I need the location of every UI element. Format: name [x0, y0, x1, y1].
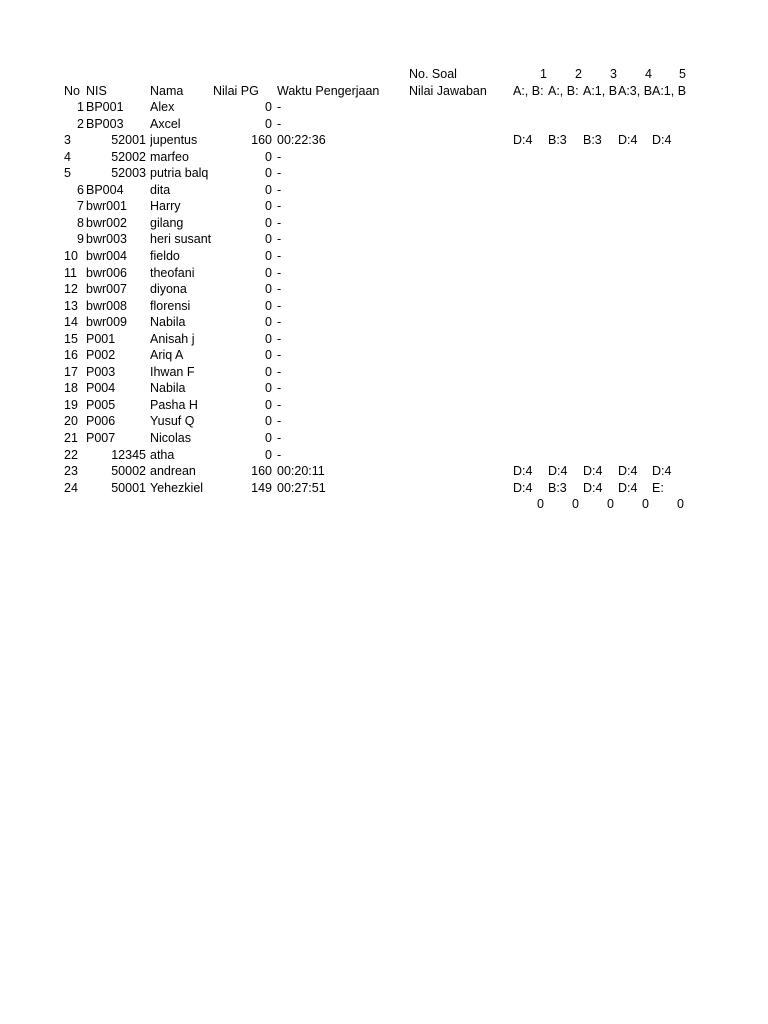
- no-soal-label: No. Soal: [409, 67, 457, 81]
- header-row-question-numbers: [0, 66, 768, 83]
- cell-no: 20: [64, 414, 78, 429]
- cell-nilai-pg: 149: [251, 480, 272, 495]
- column-header-nilai-pg: Nilai PG: [213, 83, 259, 98]
- column-header-nis: NIS: [86, 83, 107, 98]
- cell-nilai-pg: 0: [265, 232, 272, 247]
- totals-row: [0, 496, 768, 513]
- cell-nilai-pg: 0: [265, 149, 272, 164]
- cell-nis: P001: [86, 331, 116, 346]
- cell-nis: 12345: [111, 447, 146, 462]
- table-row: [0, 99, 768, 116]
- table-row: [0, 463, 768, 480]
- cell-no: 14: [64, 315, 78, 330]
- cell-answer: D:4: [583, 480, 603, 495]
- total-cell: 0: [537, 497, 544, 512]
- cell-nilai-pg: 0: [265, 182, 272, 197]
- cell-nis: bwr009: [86, 315, 127, 330]
- cell-nis: P005: [86, 397, 116, 412]
- cell-no: 23: [64, 464, 78, 479]
- table-row: [0, 331, 768, 348]
- cell-waktu: -: [277, 331, 282, 346]
- cell-no: 24: [64, 480, 78, 495]
- cell-waktu: 00:20:11: [277, 464, 325, 479]
- cell-no: 6: [77, 182, 84, 197]
- cell-no: 2: [77, 116, 84, 131]
- table-row: [0, 447, 768, 464]
- cell-nama: dita: [150, 182, 171, 197]
- cell-no: 21: [64, 431, 78, 446]
- cell-nilai-pg: 0: [265, 348, 272, 363]
- cell-waktu: -: [277, 381, 282, 396]
- table-row: [0, 314, 768, 331]
- cell-nis: P002: [86, 348, 116, 363]
- cell-nama: atha: [150, 447, 175, 462]
- cell-nama: Ihwan F: [150, 364, 195, 379]
- cell-waktu: -: [277, 149, 282, 164]
- cell-nama: Pasha H: [150, 397, 198, 412]
- cell-nilai-pg: 0: [265, 249, 272, 264]
- cell-nilai-pg: 0: [265, 199, 272, 214]
- cell-answer: D:4: [618, 480, 638, 495]
- question-number-5: 5: [679, 67, 686, 81]
- question-number-1: 1: [540, 67, 547, 81]
- table-row: [0, 480, 768, 497]
- cell-nis: bwr008: [86, 298, 127, 313]
- cell-no: 22: [64, 447, 78, 462]
- cell-nilai-pg: 0: [265, 414, 272, 429]
- cell-answer: D:4: [652, 133, 672, 148]
- cell-answer: D:4: [618, 464, 638, 479]
- table-row: [0, 413, 768, 430]
- table-row: [0, 397, 768, 414]
- total-cell: 0: [572, 497, 579, 512]
- cell-nis: bwr004: [86, 249, 127, 264]
- cell-waktu: -: [277, 215, 282, 230]
- column-header-waktu: Waktu Pengerjaan: [277, 83, 380, 98]
- total-cell: 0: [677, 497, 684, 512]
- cell-no: 10: [64, 249, 78, 264]
- cell-nama: diyona: [150, 282, 187, 297]
- cell-nama: Ariq A: [150, 348, 184, 363]
- cell-nama: fieldo: [150, 249, 180, 264]
- cell-no: 16: [64, 348, 78, 363]
- cell-waktu: -: [277, 249, 282, 264]
- cell-waktu: -: [277, 199, 282, 214]
- table-row: [0, 165, 768, 182]
- cell-answer: D:4: [618, 133, 638, 148]
- column-header-nama: Nama: [150, 83, 184, 98]
- cell-nama: theofani: [150, 265, 195, 280]
- table-row: [0, 380, 768, 397]
- cell-nama: Yehezkiel: [150, 480, 204, 495]
- table-row: [0, 248, 768, 265]
- answer-key-3: A:1, B: [583, 83, 617, 98]
- cell-nama: jupentus: [150, 133, 198, 148]
- table-row: [0, 430, 768, 447]
- nilai-jawaban-label: Nilai Jawaban: [409, 83, 487, 98]
- cell-nilai-pg: 0: [265, 116, 272, 131]
- cell-answer: D:4: [513, 464, 533, 479]
- cell-answer: D:4: [513, 133, 533, 148]
- answer-key-5: A:1, B: [652, 83, 686, 98]
- cell-nis: bwr003: [86, 232, 127, 247]
- cell-answer: E:: [652, 480, 664, 495]
- cell-nis: BP004: [86, 182, 124, 197]
- table-row: [0, 182, 768, 199]
- cell-answer: D:4: [652, 464, 672, 479]
- cell-waktu: -: [277, 348, 282, 363]
- table-row: [0, 298, 768, 315]
- cell-no: 18: [64, 381, 78, 396]
- cell-nama: Axcel: [150, 116, 181, 131]
- cell-waktu: -: [277, 166, 282, 181]
- cell-answer: D:4: [548, 464, 568, 479]
- answer-key-4: A:3, B: [618, 83, 652, 98]
- cell-waktu: -: [277, 232, 282, 247]
- cell-nama: marfeo: [150, 149, 189, 164]
- cell-nis: 52001: [111, 133, 146, 148]
- cell-no: 4: [64, 149, 71, 164]
- cell-nis: bwr001: [86, 199, 127, 214]
- cell-nis: P007: [86, 431, 116, 446]
- cell-nis: 52002: [111, 149, 146, 164]
- cell-nama: florensi: [150, 298, 191, 313]
- cell-nama: gilang: [150, 215, 184, 230]
- cell-no: 13: [64, 298, 78, 313]
- cell-no: 19: [64, 397, 78, 412]
- cell-nama: andrean: [150, 464, 196, 479]
- table-row: [0, 265, 768, 282]
- cell-waktu: 00:22:36: [277, 133, 326, 148]
- cell-waktu: -: [277, 265, 282, 280]
- cell-nis: bwr006: [86, 265, 127, 280]
- cell-nis: BP003: [86, 116, 124, 131]
- cell-nama: Nabila: [150, 315, 186, 330]
- cell-nilai-pg: 0: [265, 381, 272, 396]
- cell-waktu: -: [277, 282, 282, 297]
- table-row: [0, 116, 768, 133]
- cell-no: 1: [77, 100, 84, 115]
- cell-nilai-pg: 160: [251, 464, 272, 479]
- cell-waktu: -: [277, 298, 282, 313]
- cell-nis: bwr002: [86, 215, 127, 230]
- cell-no: 17: [64, 364, 78, 379]
- cell-nilai-pg: 0: [265, 315, 272, 330]
- cell-nilai-pg: 0: [265, 298, 272, 313]
- cell-no: 12: [64, 282, 78, 297]
- table-row: [0, 149, 768, 166]
- table-row: [0, 364, 768, 381]
- cell-waktu: -: [277, 182, 282, 197]
- cell-nis: P004: [86, 381, 116, 396]
- cell-waktu: -: [277, 414, 282, 429]
- cell-no: 7: [77, 199, 84, 214]
- cell-nilai-pg: 0: [265, 331, 272, 346]
- cell-nama: Anisah j: [150, 331, 195, 346]
- cell-answer: B:3: [548, 133, 567, 148]
- cell-nis: bwr007: [86, 282, 127, 297]
- cell-answer: D:4: [583, 464, 603, 479]
- cell-nilai-pg: 0: [265, 364, 272, 379]
- cell-nilai-pg: 0: [265, 431, 272, 446]
- cell-no: 11: [64, 265, 77, 280]
- table-row: [0, 215, 768, 232]
- cell-nama: putria balq: [150, 166, 209, 181]
- cell-nis: BP001: [86, 100, 124, 115]
- question-number-4: 4: [645, 67, 652, 81]
- cell-nama: Alex: [150, 100, 175, 115]
- cell-no: 3: [64, 133, 71, 148]
- question-number-2: 2: [575, 67, 582, 81]
- cell-waktu: -: [277, 100, 282, 115]
- total-cell: 0: [642, 497, 649, 512]
- cell-nis: P003: [86, 364, 116, 379]
- cell-no: 8: [77, 215, 84, 230]
- table-row: [0, 347, 768, 364]
- cell-nilai-pg: 0: [265, 265, 272, 280]
- table-row: [0, 198, 768, 215]
- cell-nilai-pg: 0: [265, 447, 272, 462]
- cell-nis: 50001: [111, 480, 146, 495]
- total-cell: 0: [607, 497, 614, 512]
- cell-answer: B:3: [583, 133, 602, 148]
- cell-waktu: -: [277, 397, 282, 412]
- student-rows: [0, 99, 768, 496]
- cell-waktu: 00:27:51: [277, 480, 326, 495]
- cell-nilai-pg: 0: [265, 282, 272, 297]
- table-row: [0, 281, 768, 298]
- cell-nama: Yusuf Q: [150, 414, 195, 429]
- cell-nama: heri susant: [150, 232, 212, 247]
- cell-nilai-pg: 160: [251, 133, 272, 148]
- cell-no: 5: [64, 166, 71, 181]
- column-header-no: No: [64, 83, 80, 98]
- header-row-columns: [0, 83, 768, 100]
- answer-key-1: A:, B:: [513, 83, 544, 98]
- cell-nama: Nabila: [150, 381, 186, 396]
- answer-key-2: A:, B:: [548, 83, 579, 98]
- cell-waktu: -: [277, 116, 282, 131]
- cell-nilai-pg: 0: [265, 166, 272, 181]
- cell-no: 9: [77, 232, 84, 247]
- cell-nilai-pg: 0: [265, 397, 272, 412]
- cell-nis: 52003: [111, 166, 146, 181]
- cell-waktu: -: [277, 364, 282, 379]
- spreadsheet: [0, 66, 768, 513]
- cell-waktu: -: [277, 447, 282, 462]
- table-row: [0, 132, 768, 149]
- cell-nama: Harry: [150, 199, 181, 214]
- question-number-3: 3: [610, 67, 617, 81]
- cell-waktu: -: [277, 315, 282, 330]
- cell-answer: D:4: [513, 480, 533, 495]
- table-row: [0, 231, 768, 248]
- cell-waktu: -: [277, 431, 282, 446]
- cell-answer: B:3: [548, 480, 567, 495]
- cell-nilai-pg: 0: [265, 215, 272, 230]
- cell-nis: P006: [86, 414, 116, 429]
- cell-nis: 50002: [111, 464, 146, 479]
- cell-nilai-pg: 0: [265, 100, 272, 115]
- cell-no: 15: [64, 331, 78, 346]
- cell-nama: Nicolas: [150, 431, 191, 446]
